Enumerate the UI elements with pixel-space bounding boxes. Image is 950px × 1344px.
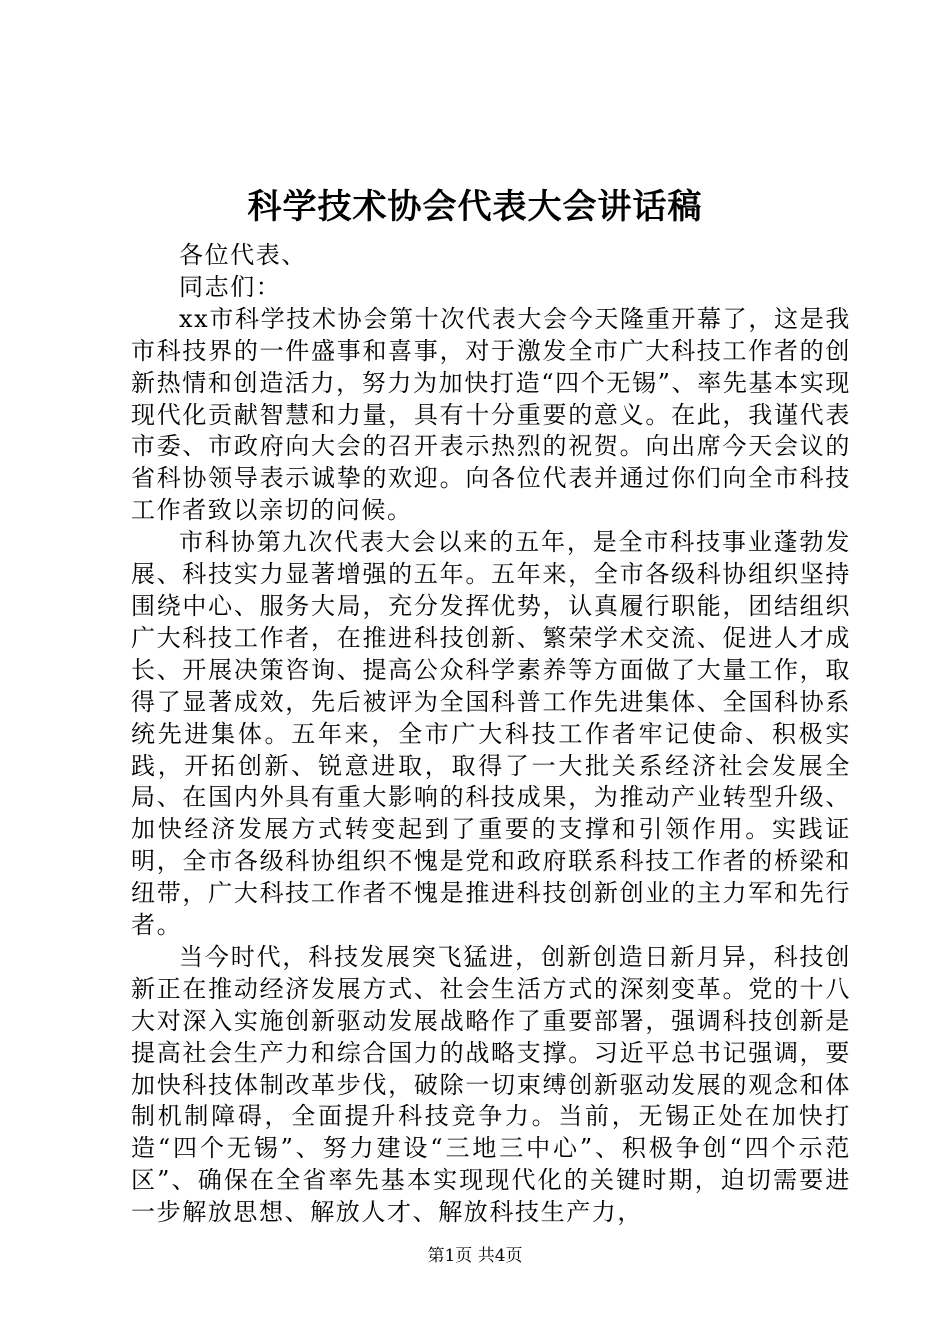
page-number-footer: 第1页 共4页 [427,1246,523,1266]
document-body [131,240,851,1229]
salutation-line-1: 各位代表、 [179,241,307,269]
body-paragraph-3: 当今时代，科技发展突飞猛进，创新创造日新月异，科技创新正在推动经济发展方式、社会生活方式的深刻变革。党的十八大对深入实施创新驱动发展战略作了重要部署，强调科技创新是提高社会生产力和综合国力的战略支撑。习近平总书记强调，要加快科技体制改革步伐，破除一切束缚创新驱动发展的观念和体制机制障碍，全面提升科技竞争力。当前，无锡正处在加快打造“四个无锡”、努力建设“三地三中心”、积极争创“四个示范区”、确保在全省率先基本实现现代化的关键时期，迫切需要进一步解放思想、解放人才、解放科技生产力， [131,942,851,1227]
salutation-line-2: 同志们： [179,272,282,301]
body-paragraph-2: 市科协第九次代表大会以来的五年，是全市科技事业蓬勃发展、科技实力显著增强的五年。五年来，全市各级科协组织坚持围绕中心、服务大局，充分发挥优势，认真履行职能，团结组织广大科技工作者，在推进科技创新、繁荣学术交流、促进人才成长、开展决策咨询、提高公众科学素养等方面做了大量工作，取得了显著成效，先后被评为全国科普工作先进集体、全国科协系统先进集体。五年来，全市广大科技工作者牢记使命、积极实践，开拓创新、锐意进取，取得了一大批关系经济社会发展全局、在国内外具有重大影响的科技成果，为推动产业转型升级、加快经济发展方式转变起到了重要的支撑和引领作用。实践证明，全市各级科协组织不愧是党和政府联系科技工作者的桥梁和纽带，广大科技工作者不愧是推进科技创新创业的主力军和先行者。 [131,528,851,940]
body-paragraph-1: xx市科学技术协会第十次代表大会今天隆重开幕了，这是我市科技界的一件盛事和喜事，对于激发全市广大科技工作者的创新热情和创造活力，努力为加快打造“四个无锡”、率先基本实现现代化贡献智慧和力量，具有十分重要的意义。在此，我谨代表市委、市政府向大会的召开表示热烈的祝贺。向出席今天会议的省科协领导表示诚挚的欢迎。向各位代表并通过你们向全市科技工作者致以亲切的问候。 [131,304,851,525]
document-title: 科学技术协会代表大会讲话稿 [247,187,703,227]
